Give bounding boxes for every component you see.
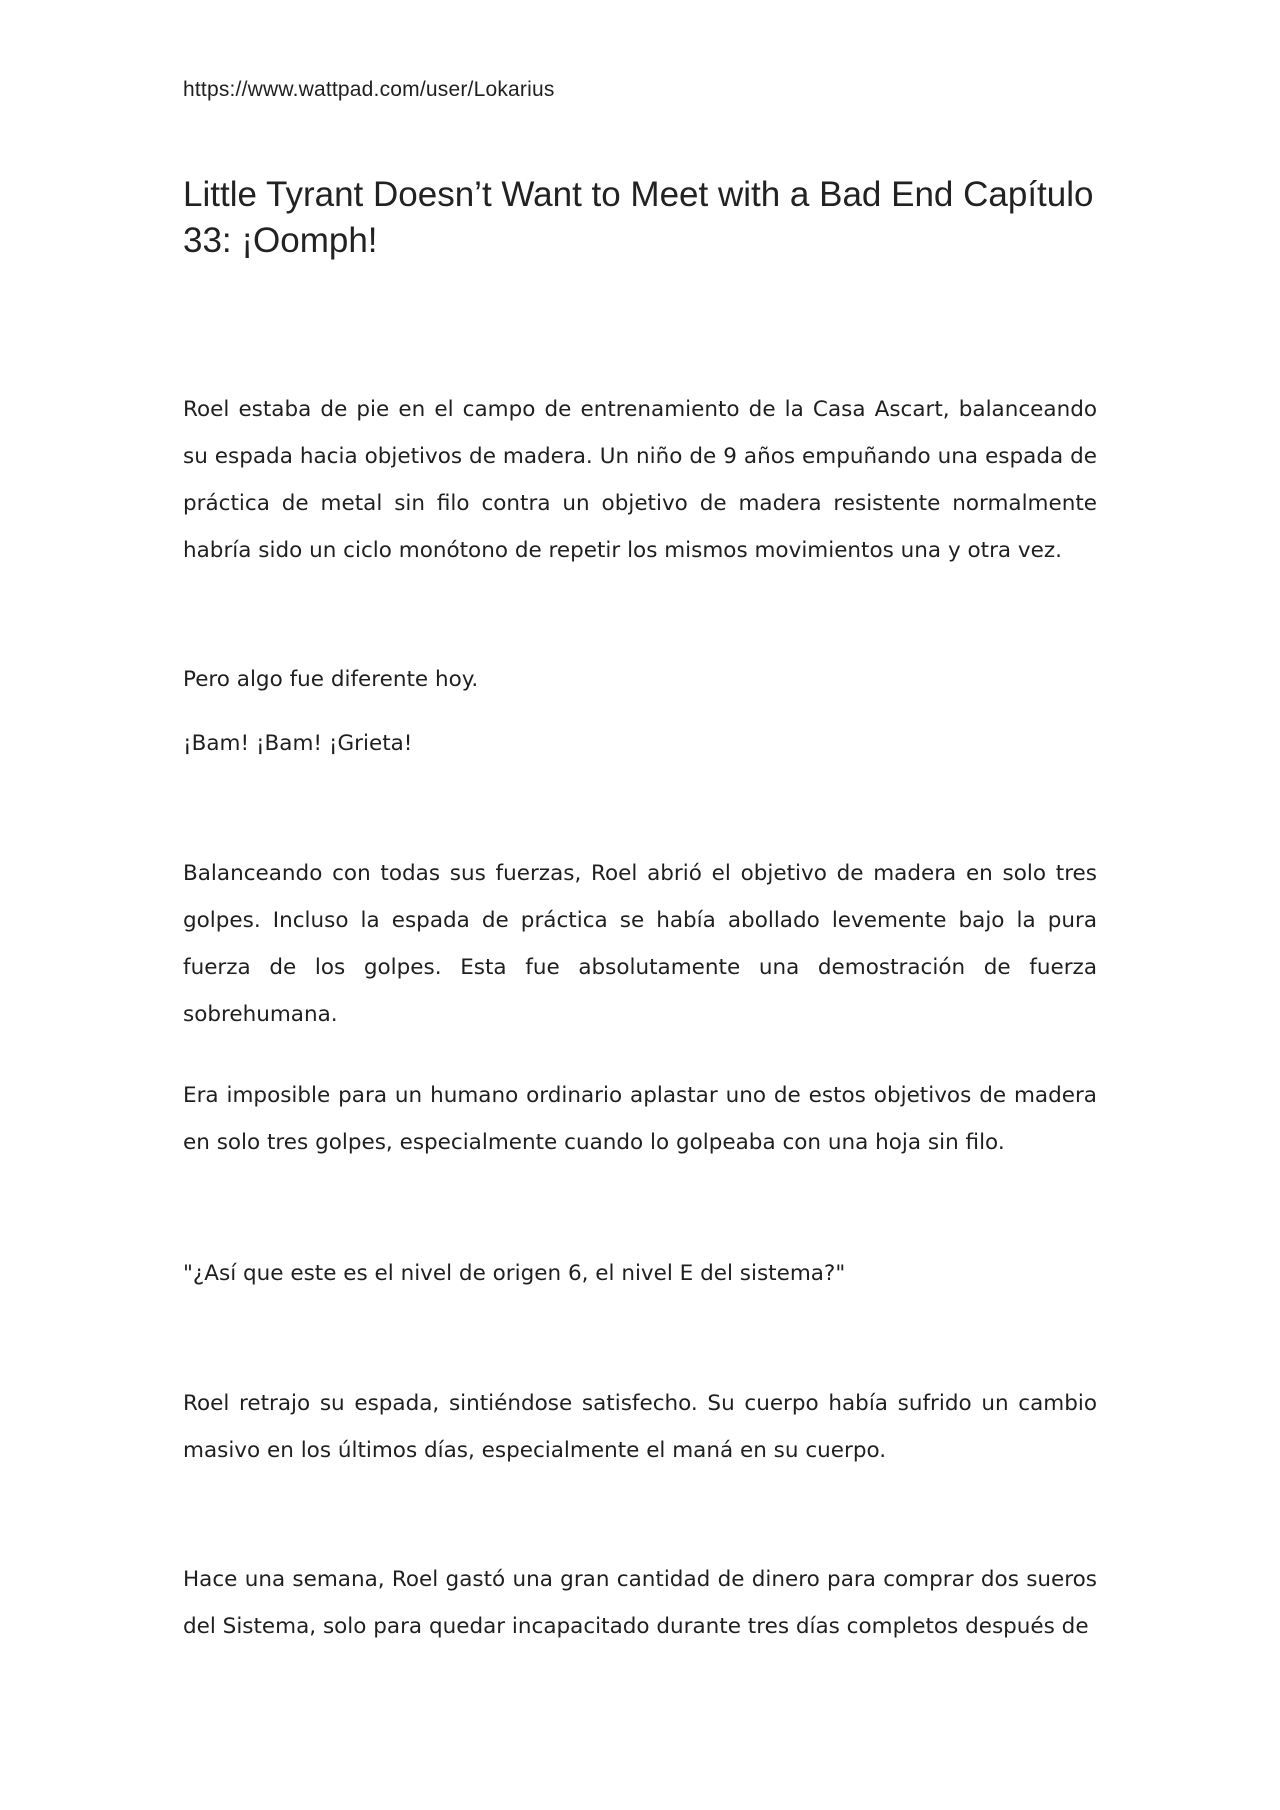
paragraph-3: ¡Bam! ¡Bam! ¡Grieta! <box>183 731 413 756</box>
chapter-title: Little Tyrant Doesn’t Want to Meet with a Bad End Capítulo 33: ¡Oomph! <box>183 175 1094 260</box>
paragraph-7: Roel retrajo su espada, sintiéndose satisfecho. Su cuerpo había sufrido un cambio masivo en los últimos días, especialmente el maná en su cuerpo. <box>183 1391 1097 1463</box>
paragraph-2: Pero algo fue diferente hoy. <box>183 667 479 692</box>
paragraph-1: Roel estaba de pie en el campo de entrenamiento de la Casa Ascart, balanceando su espada hacia objetivos de madera. Un niño de 9 años empuñando una espada de práctica de metal sin filo contra un objetivo de madera resistente normalmente habría sido un ciclo monótono de repetir los mismos movimientos una y otra vez. <box>183 397 1097 563</box>
paragraph-8: Hace una semana, Roel gastó una gran cantidad de dinero para comprar dos sueros del Sistema, solo para quedar incapacitado durante tres días completos después de <box>183 1567 1097 1639</box>
paragraph-6: "¿Así que este es el nivel de origen 6, el nivel E del sistema?" <box>183 1261 846 1286</box>
paragraph-5: Era imposible para un humano ordinario aplastar uno de estos objetivos de madera en solo tres golpes, especialmente cuando lo golpeaba con una hoja sin filo. <box>183 1083 1097 1155</box>
paragraph-4: Balanceando con todas sus fuerzas, Roel abrió el objetivo de madera en solo tres golpes. Incluso la espada de práctica se había abollado levemente bajo la pura fuerza de los golpes. Esta fue absolutamente una demostración de fuerza sobrehumana. <box>183 861 1097 1027</box>
source-url: https://www.wattpad.com/user/Lokarius <box>183 78 555 101</box>
